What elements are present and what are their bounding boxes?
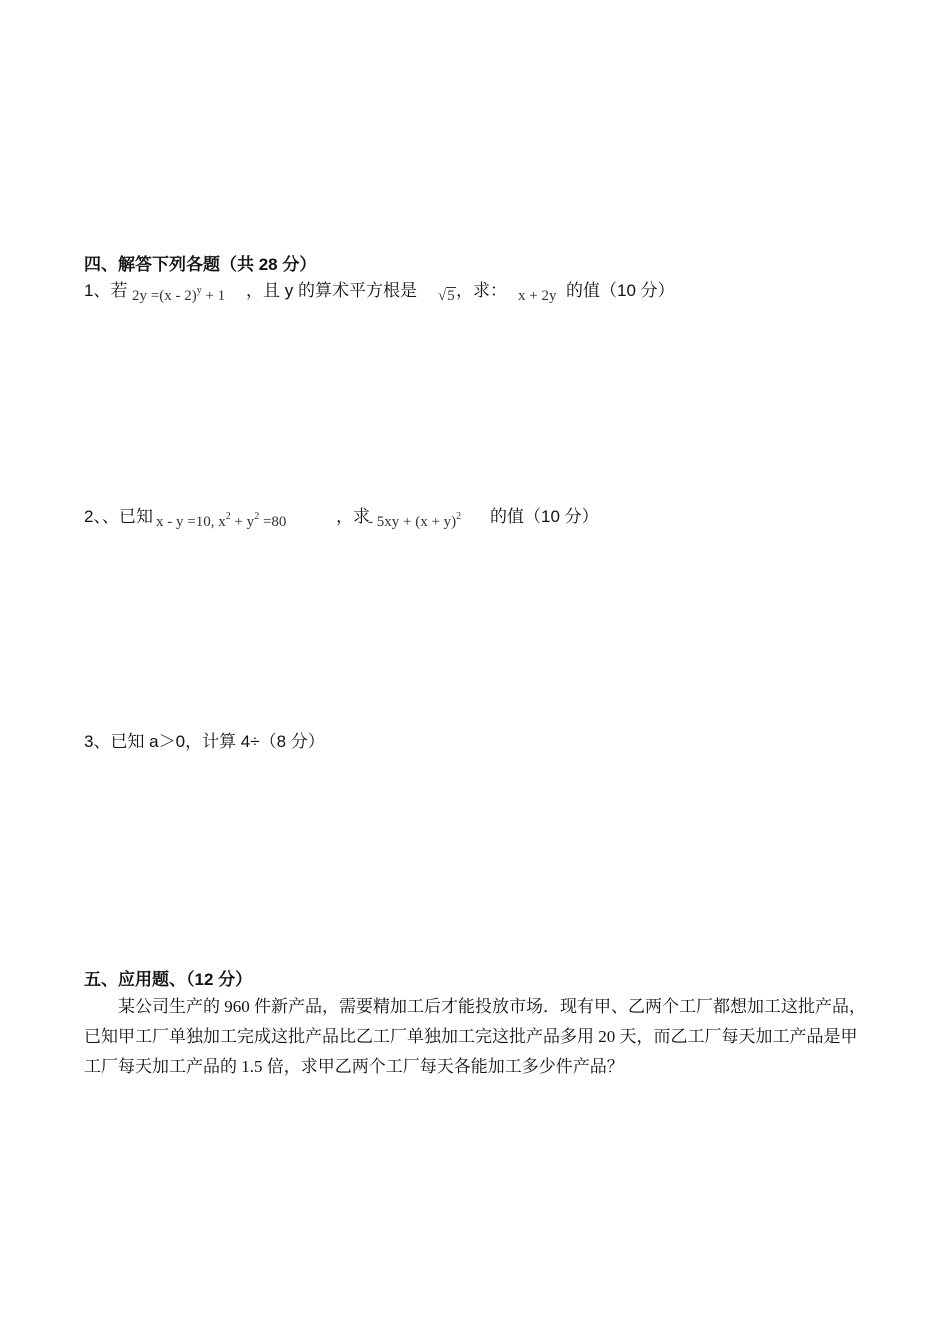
section5-heading: 五、应用题、（12 分） [84, 970, 253, 989]
question-3: 3、已知 a＞0，计算 4÷（8 分） [84, 732, 325, 751]
q1-prefix: 1、若 [84, 281, 128, 300]
q2-text-b: 的值（10 分） [490, 507, 599, 526]
question-1 [84, 274, 884, 314]
q1-text-b: ，求： [456, 281, 507, 300]
q1-text-c: 的值（10 分） [566, 281, 675, 300]
q1-target: x + 2y [518, 288, 557, 304]
question-2 [84, 500, 884, 540]
q1-equation: 2y =(x - 2)$^y$ + 1 [132, 285, 226, 304]
application-problem [84, 992, 870, 1082]
q1-text-a: ，且 y 的算术平方根是 [246, 281, 417, 300]
q2-expression: - $5xy + (x + y)^2$ [368, 511, 462, 530]
section4-heading: 四、解答下列各题（共 28 分） [84, 255, 317, 274]
q2-condition: x - y =10, $x^2 + y^2 =80$ [156, 511, 287, 530]
q1-sqrt: √5 [438, 288, 455, 304]
q2-text-a: ，求 [336, 507, 370, 526]
application-problem-text: 某公司生产的 960 件新产品，需要精加工后才能投放市场．现有甲、乙两个工厂都想加工这批产品，已知甲工厂单独加工完成这批产品比乙工厂单独加工完这批产品多用 20 天，而乙工厂每天加工产品是甲工厂每天加工产品的 1.5 倍，求甲乙两个工厂每天各能加工多少件产品？ [84, 997, 866, 1076]
q2-prefix: 2、、已知 [84, 507, 153, 526]
